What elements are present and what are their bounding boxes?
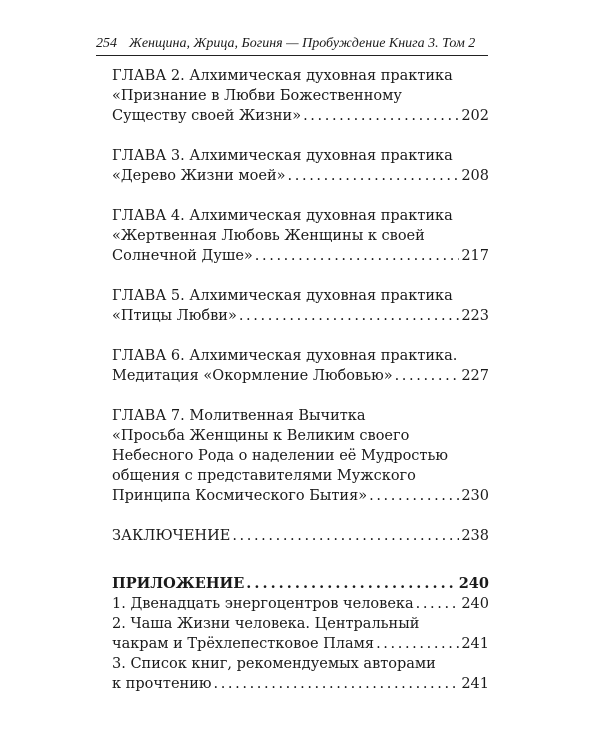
- dot-leader: [369, 486, 459, 506]
- toc-entry-line: ГЛАВА 3. Алхимическая духовная практика: [112, 148, 453, 164]
- toc-page-number: 230: [461, 488, 489, 504]
- toc-entry-appendix-2: [112, 614, 489, 654]
- dot-leader: [232, 526, 459, 546]
- toc-page-number: 240: [461, 596, 489, 612]
- toc-page-number: 241: [461, 676, 489, 692]
- running-title: Женщина, Жрица, Богиня — Пробуждение Книга 3. Том 2: [129, 36, 476, 51]
- toc-entry-line: Небесного Рода о наделении её Мудростью: [112, 448, 448, 464]
- toc-entry-line: ГЛАВА 2. Алхимическая духовная практика: [112, 68, 453, 84]
- dot-leader: [239, 306, 459, 326]
- dot-leader: [255, 246, 460, 266]
- toc-entry-appendix-1: [112, 594, 489, 614]
- toc-entry-line: «Жертвенная Любовь Женщины к своей: [112, 228, 425, 244]
- table-of-contents: [112, 66, 489, 694]
- toc-entry-line: ГЛАВА 6. Алхимическая духовная практика.: [112, 348, 458, 364]
- dot-leader: [395, 366, 460, 386]
- toc-page-number: 202: [461, 108, 489, 124]
- dot-leader: [246, 574, 456, 594]
- toc-entry-chapter-5: [112, 286, 489, 326]
- toc-entry-chapter-4: [112, 206, 489, 266]
- toc-entry-chapter-6: [112, 346, 489, 386]
- toc-entry-title: «Птицы Любви»: [112, 308, 237, 324]
- toc-entry-line: ГЛАВА 4. Алхимическая духовная практика: [112, 208, 453, 224]
- dot-leader: [376, 634, 459, 654]
- toc-page-number: 240: [458, 575, 489, 592]
- toc-entry-conclusion: [112, 526, 489, 546]
- toc-entry-title: чакрам и Трёхлепестковое Пламя: [112, 636, 375, 652]
- toc-entry-title: Солнечной Душе»: [112, 248, 253, 264]
- toc-page-number: 208: [461, 168, 489, 184]
- toc-entry-line: «Просьба Женщины к Великим своего: [112, 428, 410, 444]
- toc-page-number: 227: [461, 368, 489, 384]
- toc-page-number: 217: [461, 248, 489, 264]
- dot-leader: [214, 674, 460, 694]
- dot-leader: [416, 594, 460, 614]
- toc-entry-title: «Дерево Жизни моей»: [112, 168, 286, 184]
- toc-entry-title: 1. Двенадцать энергоцентров человека: [112, 596, 414, 612]
- toc-entry-appendix-3: [112, 654, 489, 694]
- toc-entry-title: ПРИЛОЖЕНИЕ: [112, 575, 245, 592]
- toc-entry-title: Существу своей Жизни»: [112, 108, 302, 124]
- toc-entry-line: ГЛАВА 7. Молитвенная Вычитка: [112, 408, 366, 424]
- toc-page-number: 223: [461, 308, 489, 324]
- toc-entry-title: Принципа Космического Бытия»: [112, 488, 368, 504]
- toc-entry-title: ЗАКЛЮЧЕНИЕ: [112, 528, 231, 544]
- toc-entry-chapter-2: [112, 66, 489, 126]
- toc-entry-chapter-7: [112, 406, 489, 506]
- toc-entry-line: «Признание в Любви Божественному: [112, 88, 402, 104]
- dot-leader: [288, 166, 460, 186]
- toc-entry-line: общения с представителями Мужского: [112, 468, 416, 484]
- toc-entry-line: ГЛАВА 5. Алхимическая духовная практика: [112, 288, 453, 304]
- toc-entry-line: 2. Чаша Жизни человека. Центральный: [112, 616, 420, 632]
- page-number: 254: [96, 36, 117, 51]
- toc-entry-title: Медитация «Окормление Любовью»: [112, 368, 393, 384]
- toc-entry-line: 3. Список книг, рекомендуемых авторами: [112, 656, 436, 672]
- toc-page-number: 238: [461, 528, 489, 544]
- toc-entry-chapter-3: [112, 146, 489, 186]
- running-header: [96, 36, 488, 56]
- dot-leader: [303, 106, 459, 126]
- toc-page-number: 241: [461, 636, 489, 652]
- toc-entry-title: к прочтению: [112, 676, 212, 692]
- toc-entry-appendix: [112, 574, 489, 594]
